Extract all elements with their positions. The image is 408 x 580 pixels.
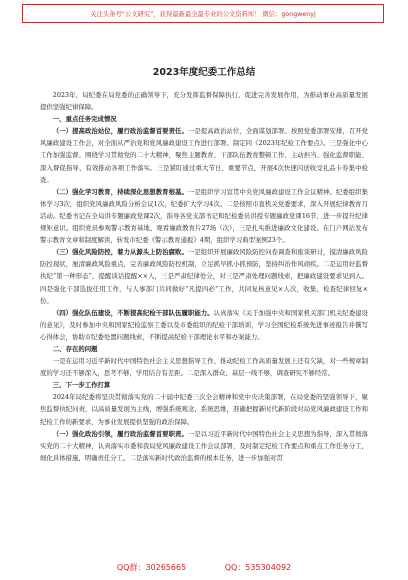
section-3-intro: 2024年局纪委将坚决贯彻落实党的二十届中纪委三次全会精神和党中央决策部署，在局党委的坚强领导下，聚焦监督执纪问责，以高质量发展为主线，增强系统观念，系统思维，准确把握新时代新阶段对局党风廉政建设工作和纪检工作的新要求，为事业发展提供坚强的政治保障。	[40, 393, 368, 426]
item-heading: （一）强化政治引领，履行政治监督首要职责。	[52, 429, 188, 438]
item-heading: （三）强化风险防控，着力从源头上防治腐败。	[52, 248, 188, 257]
document-page	[40, 56, 368, 464]
section-3-heading: 三、下一步工作打算	[52, 381, 111, 390]
section-2-heading: 二、存在的问题	[52, 344, 98, 353]
section-1-item-1	[40, 125, 368, 185]
section-1-item-2	[40, 186, 368, 246]
qq-text: QQ：535304092	[224, 563, 292, 572]
section-1-heading: 一、重点任务完成情况	[52, 115, 117, 124]
section-2-body: 一是在运用习近平新时代中国特色社会主义思想指导工作、推动纪检工作高质量发展上还有欠缺，对一些规章制度的学习还不够深入，思考不够，学用结合有差距。二是深入群众、基层一线不够，调查研究不够经常。	[40, 357, 368, 378]
item-body: 一是组织学习宣贯中央党风廉政建设工作会议精神。纪委组织集体学习3次，组织党风廉政风险分析会议1次，纪委扩大学习4次。二是按照市直机关党委要求，深入开展纪律教育月活动。纪委书记在全局讲专题廉政党课2次，指导各党支部书记和纪检委员讲授专题廉政党课16节，进一步提升纪律规矩意识。组织党员参观警示教育基地、观看廉政教育片27场（次），三是扎实推进廉政文化建设。在门户网站发布警示教育文章和制度解读，转发市纪委《警示教育通报》4期，组织学习典型案例23个。	[40, 187, 369, 245]
item-body: 一是以习近平新时代中国特色社会主义思想为指导，深入贯彻落实党的二十大精神，认真落实市委和我局党风廉政建设工作会议部署，及时制定纪检工作要点和重点工作任务分工，细化具体措施，明确责任分工。二是落实新时代政治监督的根本任务，进一步加强对贯	[40, 429, 369, 462]
section-1-item-4	[40, 307, 368, 343]
item-heading: （四）强化队伍建设，不断提高纪检干部队伍履职能力。	[52, 308, 214, 317]
intro-paragraph: 2023年，局纪委在局党委的正确领导下，充分发挥监督保障执行、促进完善发展作用，为推动事业高质量发展提供坚强纪律保障。	[40, 91, 368, 112]
qq-group-text: QQ群：30265665	[116, 563, 187, 572]
contact-footer	[0, 562, 408, 573]
item-heading: （二）强化学习教育，持续深化思想教育根基。	[52, 187, 188, 196]
section-1-item-3	[40, 246, 368, 306]
item-body: 认真落实《关于加强中央和国家机关部门机关纪委建设的意见》，及时参加中央和国家纪检监察工委以及市委组织的纪检干部培训，学习全国纪检系统先进事迹报告并撰写心得体会，协助市纪委处置问题线索，不断提高纪检干部理论水平和办案能力。	[40, 308, 369, 341]
item-heading: （一）提高政治站位，履行政治监督首要责任。	[52, 127, 188, 136]
item-body: 一是提高政治站位，全面谋划部署。按照党委部署安排，召开党风廉政建设工作会，对全面从严治党和党风廉政建设工作进行部署。制定同《2023年纪检工作要点》。三是强化中心工作加强监督。围绕学习贯彻党的二十大精神，聚焦主题教育、干部队伍教育整顿工作、主动担当、强化监督职能、深入督促指导、有效推动各项工作落实。三是紧盯通过重大节日、重要节点，开展4次快速闪送收受礼品卡券集中检查。	[40, 127, 369, 184]
document-title: 2023年度纪委工作总结	[152, 67, 256, 78]
top-banner: 关注头条号“公文研究”，获得最新最全最专业的公文资料库！ 微信：gongwenyj	[22, 4, 384, 23]
section-3-item-1	[40, 428, 368, 464]
item-body: 一是组织开展廉政风险防控问卷调查和座谈研讨，摸清廉政风险防控现状，厘清廉政风险重点，完善廉政风险防控机制，立足抓早抓小抓预防，坚持纠治作风顽疾。二是运用好监督执纪“第一种形态”，提醒谈话提醒××人，三是严肃纪律处分，对三是严肃处理问题线索，把廉政建设要求见到人。四是强化干部选拔任用工作，与人事部门共同做好“凡提四必”工作，共同复核意见×人次，收集、检查纪律回复×份。	[40, 248, 369, 305]
